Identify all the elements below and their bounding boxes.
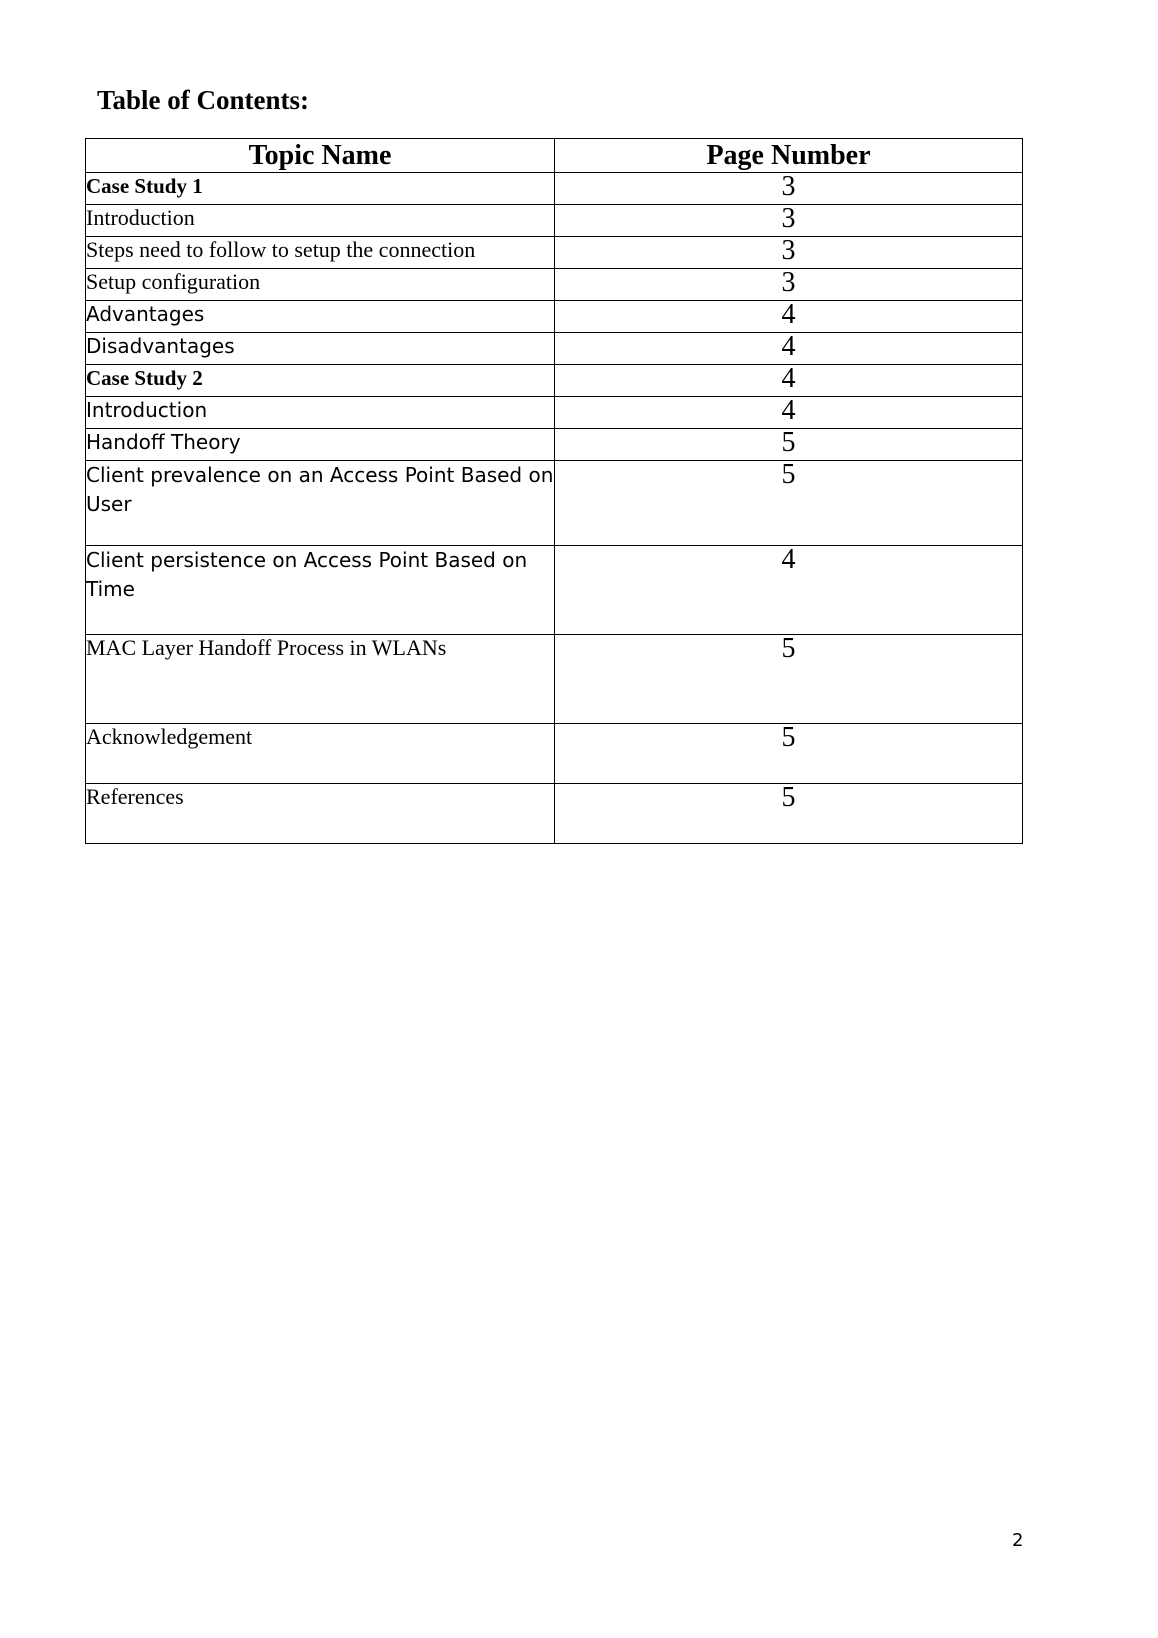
- topic-cell: Handoff Theory: [86, 429, 555, 461]
- page-cell: 5: [555, 635, 1023, 724]
- page-cell: 3: [555, 269, 1023, 301]
- page-number: 2: [1012, 1530, 1024, 1551]
- page-cell: 4: [555, 333, 1023, 365]
- topic-cell: Advantages: [86, 301, 555, 333]
- topic-cell: Case Study 2: [86, 365, 555, 397]
- table-row: [86, 784, 1023, 844]
- topic-cell: Steps need to follow to setup the connection: [86, 237, 555, 269]
- table-row: [86, 173, 1023, 205]
- table-row: [86, 397, 1023, 429]
- topic-cell: Introduction: [86, 205, 555, 237]
- page-cell: 5: [555, 784, 1023, 844]
- topic-cell: Case Study 1: [86, 173, 555, 205]
- page-cell: 5: [555, 461, 1023, 546]
- table-row: [86, 269, 1023, 301]
- page-cell: 4: [555, 365, 1023, 397]
- table-row: [86, 461, 1023, 546]
- page-cell: 3: [555, 205, 1023, 237]
- toc-table: [85, 138, 1023, 844]
- page-cell: 3: [555, 237, 1023, 269]
- page-cell: 3: [555, 173, 1023, 205]
- table-row: [86, 237, 1023, 269]
- topic-cell: Client persistence on Access Point Based on Time: [86, 546, 555, 635]
- page-title: Table of Contents:: [97, 85, 310, 115]
- topic-cell: Setup configuration: [86, 269, 555, 301]
- topic-cell: Disadvantages: [86, 333, 555, 365]
- topic-cell: References: [86, 784, 555, 844]
- table-row: [86, 333, 1023, 365]
- topic-cell: MAC Layer Handoff Process in WLANs: [86, 635, 555, 724]
- table-row: [86, 365, 1023, 397]
- page-cell: 5: [555, 724, 1023, 784]
- topic-name-header: Topic Name: [86, 139, 555, 173]
- topic-cell: Introduction: [86, 397, 555, 429]
- table-row: [86, 546, 1023, 635]
- page-cell: 5: [555, 429, 1023, 461]
- table-row: [86, 429, 1023, 461]
- page-cell: 4: [555, 397, 1023, 429]
- page-number-header: Page Number: [555, 139, 1023, 173]
- page-cell: 4: [555, 546, 1023, 635]
- table-row: [86, 205, 1023, 237]
- table-row: [86, 301, 1023, 333]
- toc-header-row: [86, 139, 1023, 173]
- table-row: [86, 724, 1023, 784]
- page-cell: 4: [555, 301, 1023, 333]
- topic-cell: Client prevalence on an Access Point Based on User: [86, 461, 555, 546]
- topic-cell: Acknowledgement: [86, 724, 555, 784]
- table-row: [86, 635, 1023, 724]
